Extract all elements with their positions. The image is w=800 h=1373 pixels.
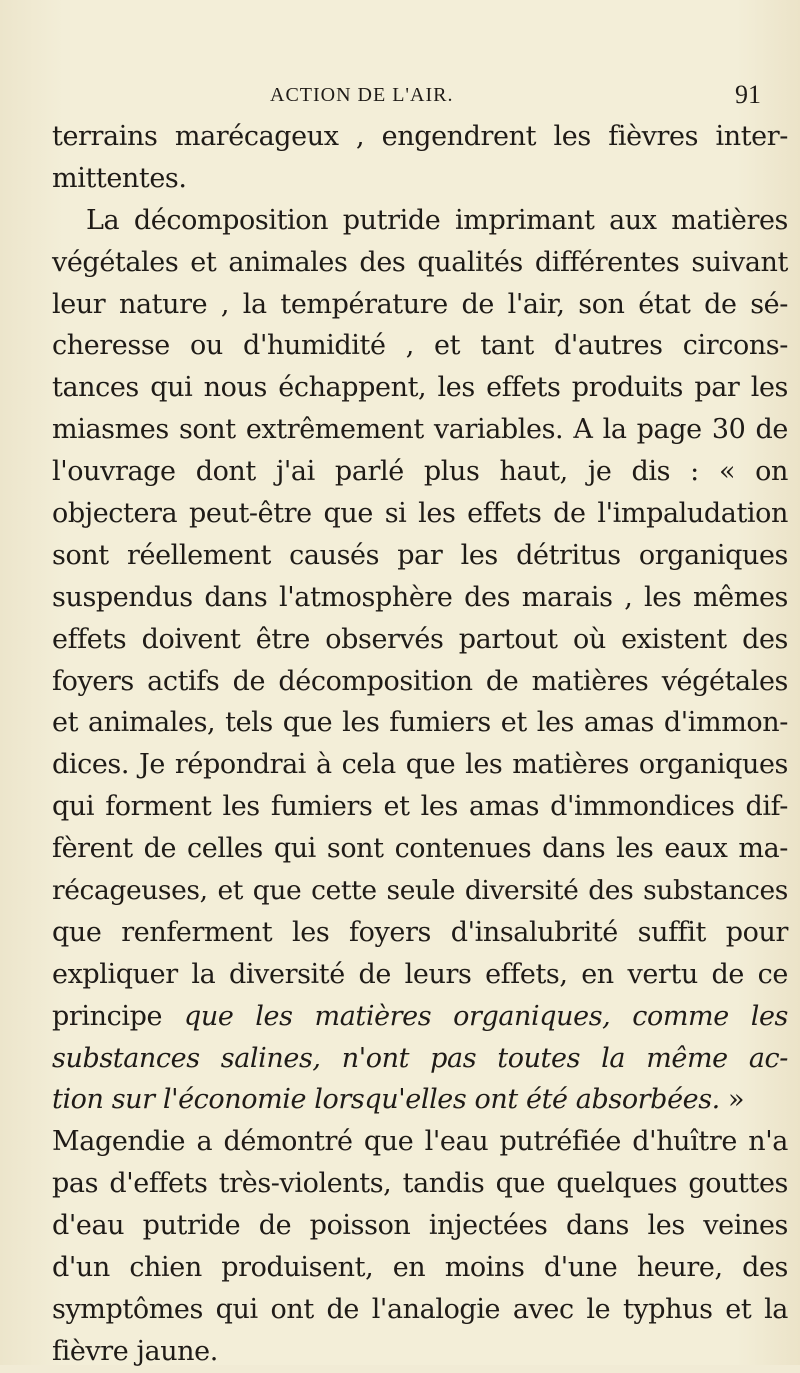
text-line: foyers actifs de décomposition de matières végétales <box>52 665 788 697</box>
running-header <box>0 80 800 116</box>
text-line: d'un chien produisent, en moins d'une heure, des <box>52 1252 788 1284</box>
text-line: que renferment les foyers d'insalubrité suffit pour <box>52 916 788 948</box>
text-line: objectera peut-être que si les effets de l'impaludation <box>52 498 788 530</box>
roman-text: principe <box>52 1000 184 1032</box>
text-line: qui forment les fumiers et les amas d'immondices dif- <box>52 791 788 823</box>
text-line: suspendus dans l'atmosphère des marais , les mêmes <box>52 581 788 613</box>
text-line: La décomposition putride imprimant aux matières <box>86 204 788 236</box>
text-line: dices. Je répondrai à cela que les matières organiques <box>52 749 788 781</box>
running-title: ACTION DE L'AIR. <box>270 84 454 106</box>
text-line: récageuses, et que cette seule diversité des substances <box>52 875 788 907</box>
body-text <box>52 116 788 1373</box>
text-line: tances qui nous échappent, les effets produits par les <box>52 372 788 404</box>
text-line: végétales et animales des qualités différentes suivant <box>52 246 788 278</box>
text-line: l'ouvrage dont j'ai parlé plus haut, je dis : « on <box>52 456 788 488</box>
text-line: sont réellement causés par les détritus organiques <box>52 539 788 571</box>
text-line: miasmes sont extrêmement variables. A la page 30 de <box>52 414 788 446</box>
text-line: symptômes qui ont de l'analogie avec le typhus et la <box>52 1293 788 1325</box>
text-line: fèrent de celles qui sont contenues dans les eaux ma- <box>52 833 788 865</box>
text-line: fièvre jaune. <box>52 1335 218 1367</box>
page-number: 91 <box>735 80 761 109</box>
text-line: Magendie a démontré que l'eau putréfiée d'huître n'a <box>52 1126 788 1158</box>
text-line-mixed <box>52 1079 788 1121</box>
italic-text: que les matières organiques, comme les <box>183 1000 788 1032</box>
text-line: d'eau putride de poisson injectées dans les veines <box>52 1210 788 1242</box>
text-line: mittentes. <box>52 162 187 194</box>
text-line: leur nature , la température de l'air, son état de sé- <box>52 288 788 320</box>
text-line: et animales, tels que les fumiers et les amas d'immon- <box>52 707 788 739</box>
text-line: effets doivent être observés partout où existent des <box>52 623 788 655</box>
text-line-mixed <box>52 996 788 1038</box>
text-line: expliquer la diversité de leurs effets, en vertu de ce <box>52 958 788 990</box>
text-line-italic: substances salines, n'ont pas toutes la même ac- <box>52 1042 788 1074</box>
text-line: terrains marécageux , engendrent les fièvres inter- <box>52 121 788 152</box>
italic-text: tion sur l'économie lorsqu'elles ont été absorbées. <box>52 1084 720 1116</box>
text-line: pas d'effets très-violents, tandis que quelques gouttes <box>52 1168 788 1200</box>
closing-quote: » <box>719 1084 745 1116</box>
text-line: cheresse ou d'humidité , et tant d'autres circons- <box>52 330 788 362</box>
